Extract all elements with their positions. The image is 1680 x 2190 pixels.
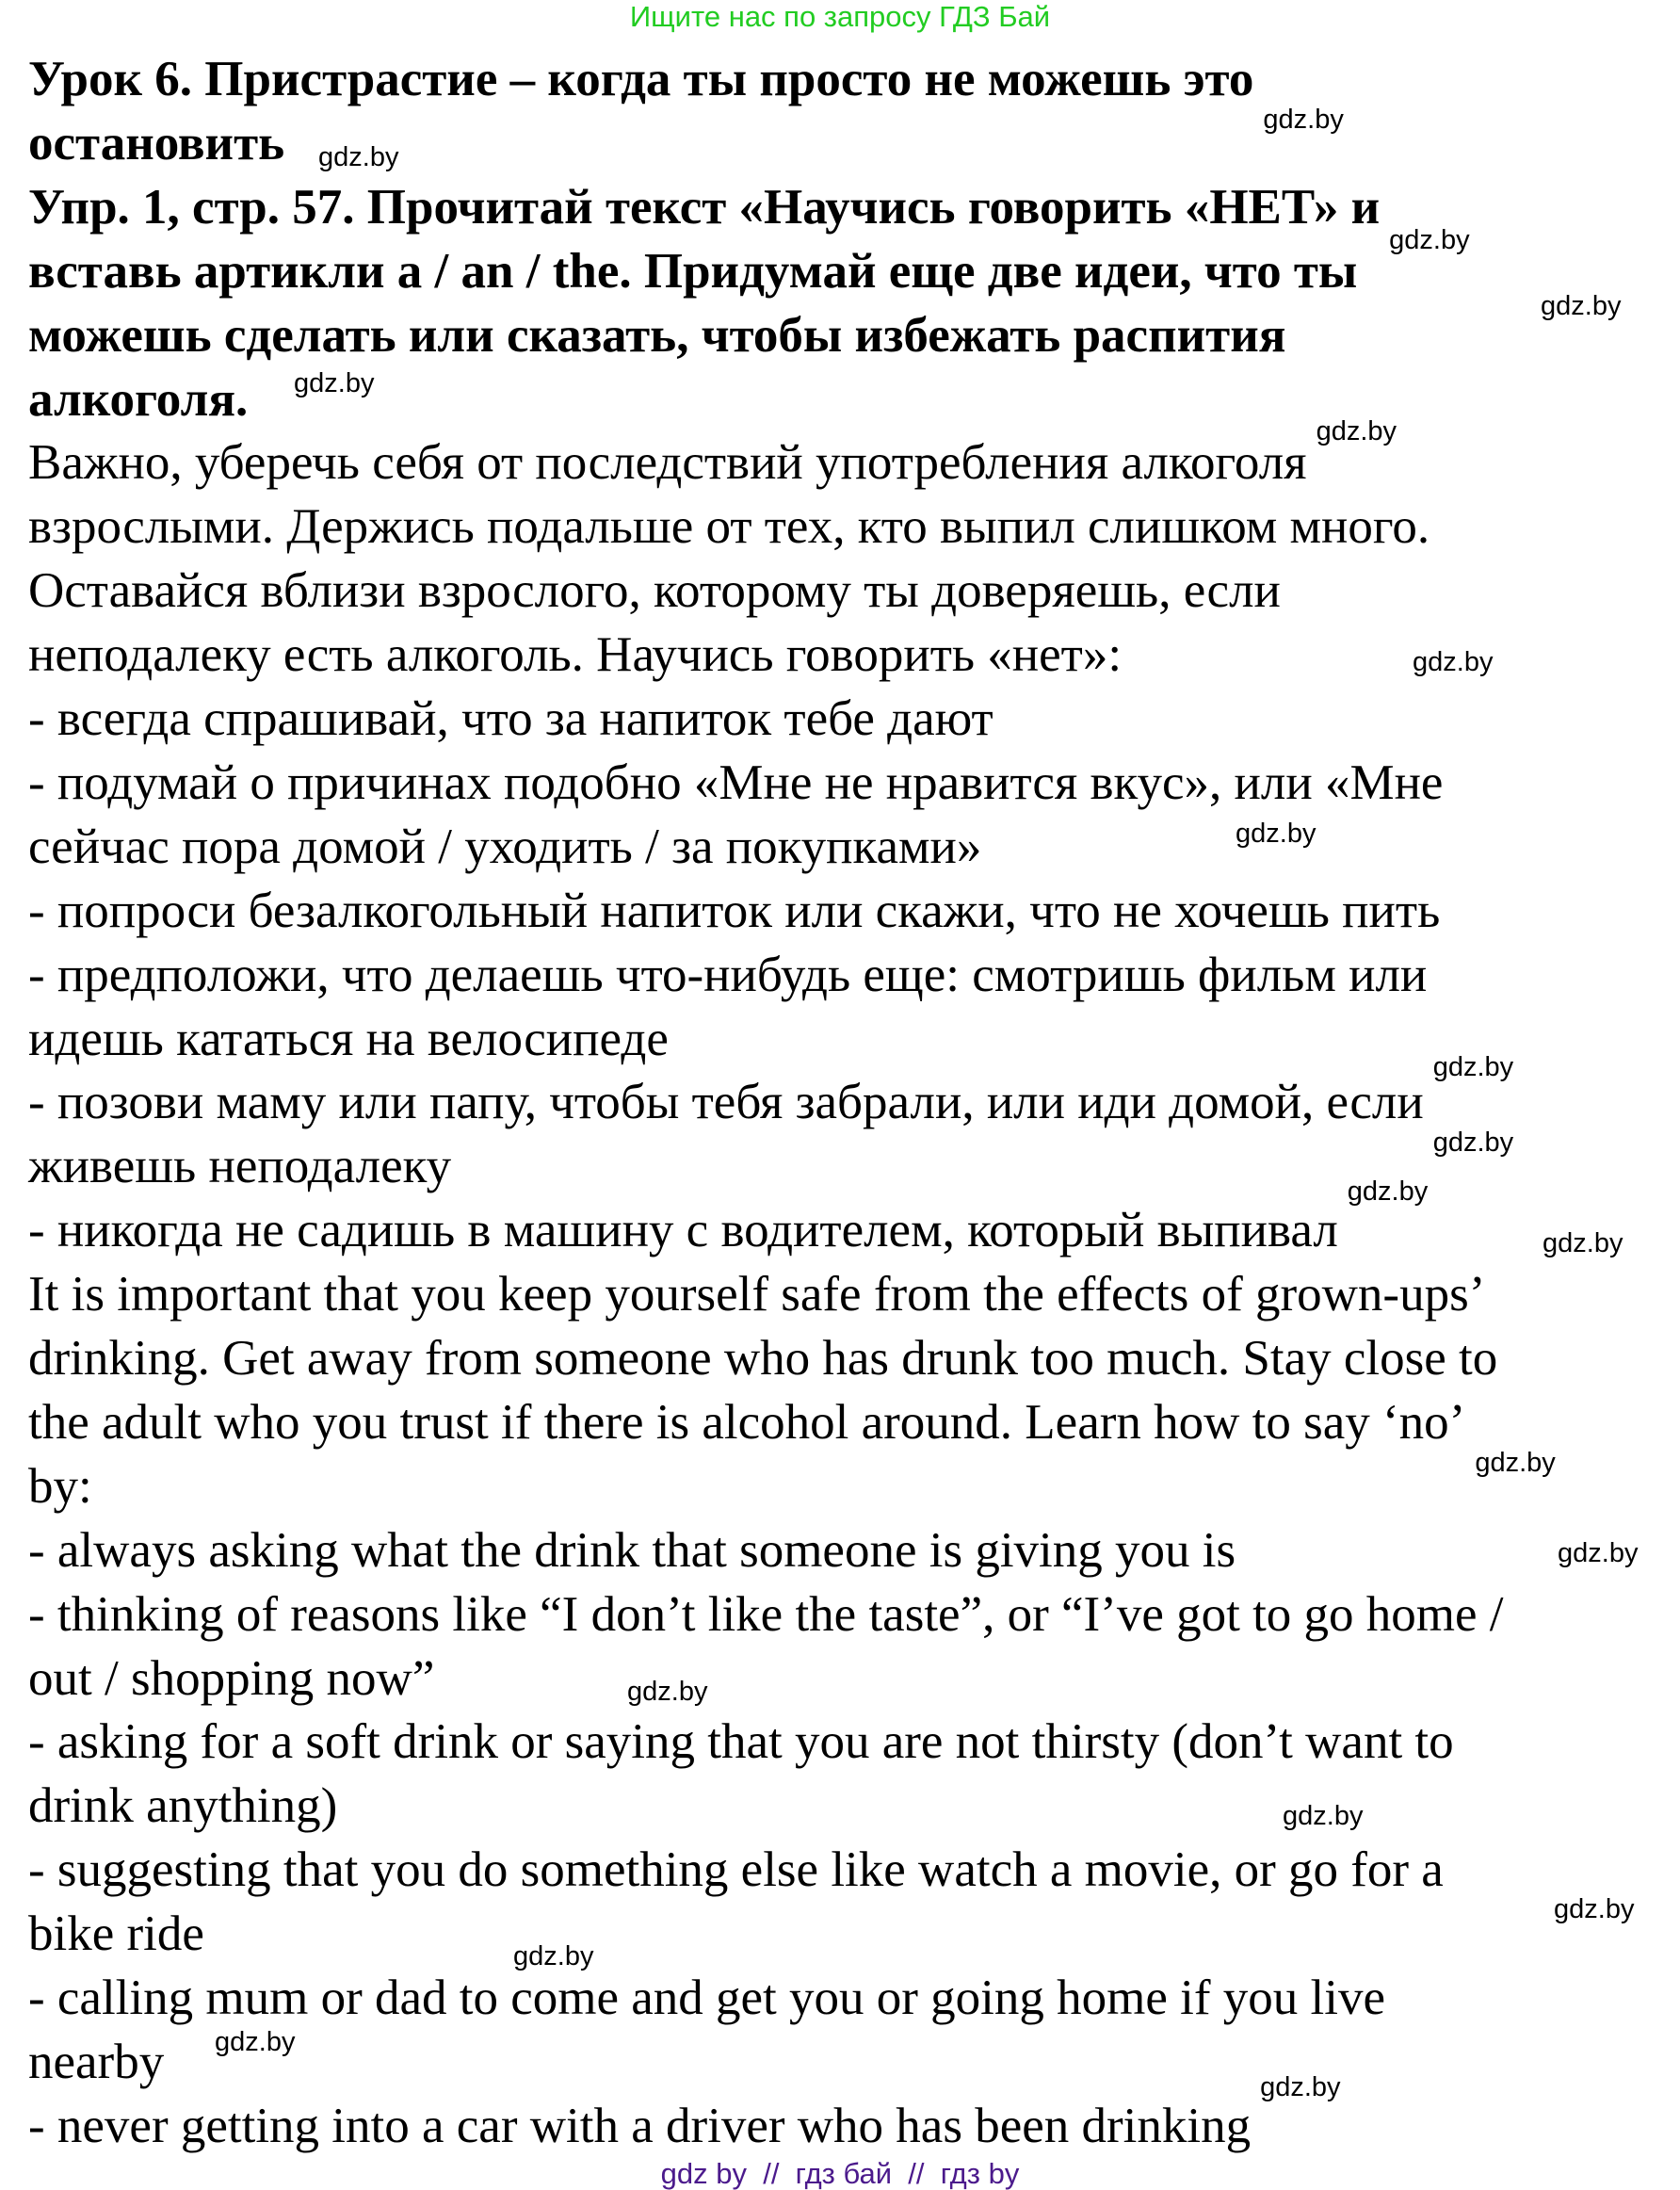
body-line: - всегда спрашивай, что за напиток тебе дают	[28, 691, 993, 746]
watermark: gdz.by	[1236, 819, 1317, 849]
watermark: gdz.by	[1543, 1228, 1623, 1258]
body-line: bike ride	[28, 1906, 204, 1962]
body-line: drink anything)	[28, 1778, 338, 1834]
watermark: gdz.by	[318, 142, 399, 172]
body-line: - never getting into a car with a driver who has been drinking	[28, 2098, 1252, 2153]
watermark: gdz.by	[1541, 291, 1622, 321]
body-line: - попроси безалкогольный напиток или скажи, что не хочешь пить	[28, 883, 1441, 938]
watermark: gdz.by	[1347, 1176, 1429, 1207]
watermark: gdz.by	[513, 1941, 594, 1971]
watermark: gdz.by	[627, 1677, 708, 1707]
body-line: - никогда не садишь в машину с водителем, который выпивал	[28, 1203, 1338, 1258]
watermark: gdz.by	[294, 368, 375, 398]
body-line: - предположи, что делаешь что-нибудь еще: смотришь фильм или	[28, 947, 1428, 1002]
body-line: взрослыми. Держись подальше от тех, кто выпил слишком много.	[28, 499, 1430, 555]
body-line: nearby	[28, 2034, 165, 2089]
heading-line: можешь сделать или сказать, чтобы избежать распития	[28, 307, 1286, 363]
body-line: drinking. Get away from someone who has drunk too much. Stay close to	[28, 1331, 1498, 1386]
body-line: the adult who you trust if there is alcohol around. Learn how to say ‘no’	[28, 1394, 1466, 1450]
watermark: gdz.by	[1554, 1894, 1635, 1924]
watermark: gdz.by	[1283, 1801, 1364, 1831]
body-line: It is important that you keep yourself safe from the effects of grown-ups’	[28, 1267, 1486, 1322]
body-line: - подумай о причинах подобно «Мне не нравится вкус», или «Мне	[28, 754, 1444, 810]
body-line: - calling mum or dad to come and get you or going home if you live	[28, 1971, 1385, 2025]
watermark: gdz.by	[215, 2027, 296, 2057]
body-line: идешь кататься на велосипеде	[28, 1011, 669, 1066]
heading-line: остановить	[28, 115, 285, 170]
search-banner[interactable]: Ищите нас по запросу ГДЗ Бай	[629, 0, 1051, 33]
body-line: - suggesting that you do something else like watch a movie, or go for a	[28, 1842, 1444, 1898]
watermark: gdz.by	[1316, 416, 1397, 446]
heading-line: Упр. 1, стр. 57. Прочитай текст «Научись говорить «НЕТ» и	[28, 179, 1381, 235]
heading-line: вставь артикли a / an / the. Придумай еще две идеи, что ты	[28, 243, 1358, 299]
heading-line: Урок 6. Пристрастие – когда ты просто не можешь это	[28, 52, 1254, 106]
body-line: Важно, уберечь себя от последствий употребления алкоголя	[28, 435, 1307, 491]
watermark: gdz.by	[1389, 225, 1470, 255]
body-line: out / shopping now”	[28, 1650, 435, 1706]
watermark: gdz.by	[1260, 2072, 1341, 2102]
body-line: - thinking of reasons like “I don’t like the taste”, or “I’ve got to go home /	[28, 1586, 1504, 1642]
watermark: gdz.by	[1432, 1127, 1514, 1158]
watermark: gdz.by	[1263, 105, 1344, 135]
body-line: Оставайся вблизи взрослого, которому ты доверяешь, если	[28, 563, 1281, 619]
watermark: gdz.by	[1475, 1448, 1556, 1478]
body-line: сейчас пора домой / уходить / за покупками»	[28, 819, 982, 874]
watermark: gdz.by	[1432, 1052, 1514, 1082]
watermark: gdz.by	[1558, 1538, 1639, 1568]
heading-line: алкоголя.	[28, 371, 249, 427]
body-line: - always asking what the drink that someone is giving you is	[28, 1522, 1236, 1578]
body-line: неподалеку есть алкоголь. Научись говорить «нет»:	[28, 627, 1123, 683]
body-line: - asking for a soft drink or saying that you are not thirsty (don’t want to	[28, 1714, 1454, 1770]
body-line: by:	[28, 1458, 92, 1514]
body-line: живешь неподалеку	[28, 1139, 452, 1194]
watermark: gdz.by	[1413, 647, 1494, 677]
footer-links[interactable]: gdz by // гдз бай // гдз by	[660, 2157, 1020, 2190]
body-line: - позови маму или папу, чтобы тебя забрали, или иди домой, если	[28, 1075, 1424, 1130]
